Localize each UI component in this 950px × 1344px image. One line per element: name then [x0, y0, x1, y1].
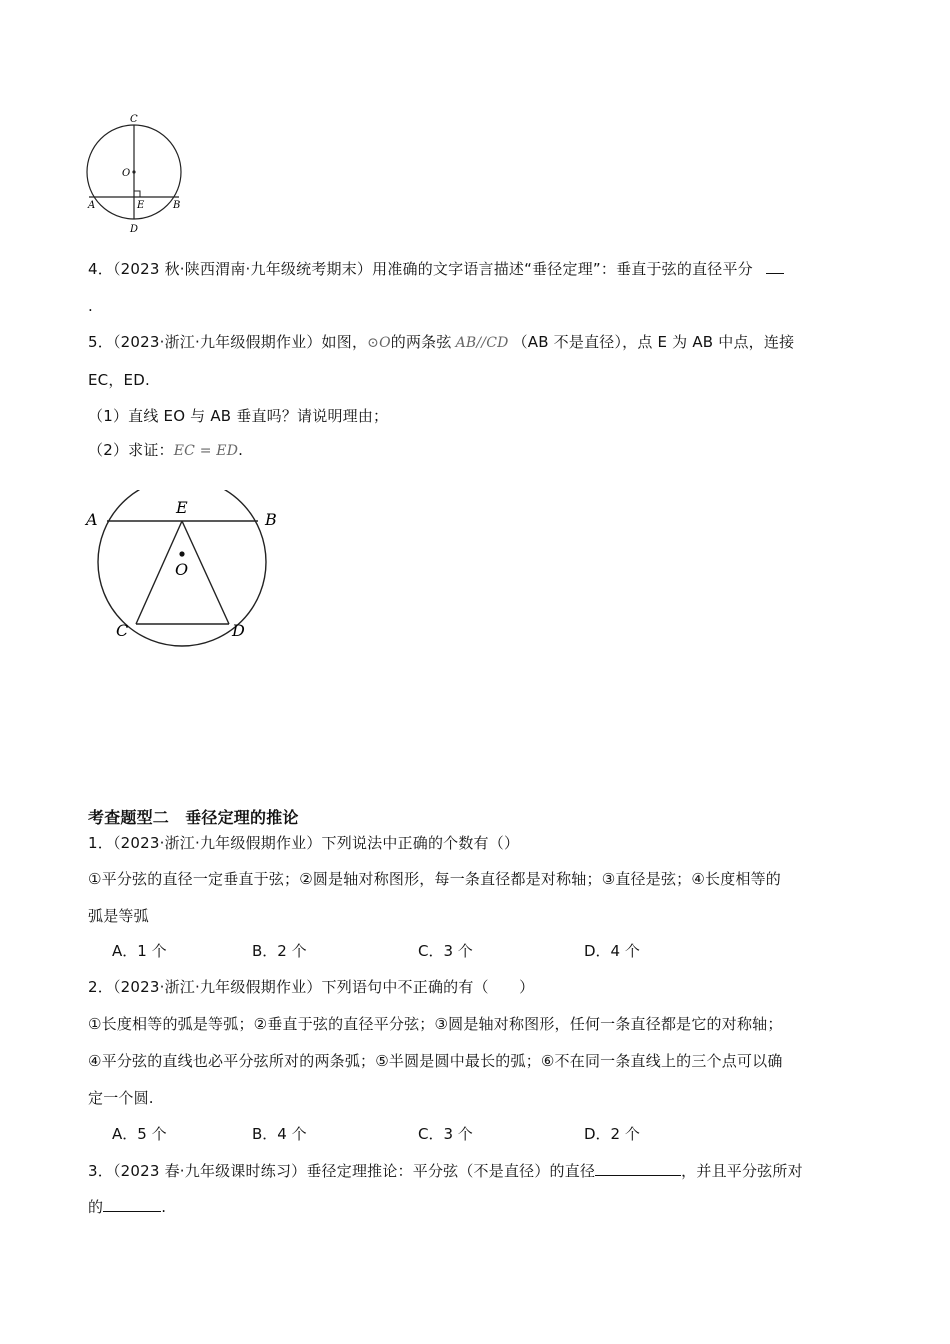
s2-question-2-stem: 2．（2023·浙江·九年级假期作业）下列语句中不正确的有（ ） [88, 978, 535, 996]
s2-q2-option-a[interactable]: A．5 个 [112, 1125, 167, 1143]
s2-question-3-line-1: 3．（2023 春·九年级课时练习）垂径定理推论：平分弦（不是直径）的直径 ，并且平分弦所对 [88, 1162, 803, 1180]
center-point [132, 170, 135, 173]
s2-question-1-stem: 1．（2023·浙江·九年级假期作业）下列说法中正确的个数有（） [88, 834, 520, 852]
answer-blank-2[interactable] [103, 1197, 161, 1212]
question-4-line-1: 4．（2023 秋·陕西渭南·九年级统考期末）用准确的文字语言描述“垂径定理”：垂直于弦的直径平分 [88, 258, 784, 279]
label-a: A [86, 510, 98, 529]
section-title: 考查题型二 垂径定理的推论 [88, 808, 299, 827]
right-angle-mark [134, 191, 140, 197]
question-4-line-2: . [88, 297, 93, 315]
label-b: B [265, 510, 277, 529]
ab-parallel-cd: AB//CD [455, 335, 509, 351]
s2-question-1-line-2: 弧是等弧 [88, 907, 149, 925]
s2-question-1-line-1: ①平分弦的直径一定垂直于弦；②圆是轴对称图形，每一条直径都是对称轴；③直径是弦；④长度相等的 [88, 870, 781, 888]
label-a: A [88, 200, 96, 211]
s2-q1-option-b[interactable]: B．2 个 [252, 942, 307, 960]
s2-question-2-line-2: ④平分弦的直线也必平分弦所对的两条弧；⑤半圆是圆中最长的弧；⑥不在同一条直线上的三个点可以确 [88, 1052, 783, 1070]
question-5-line-2: EC，ED. [88, 371, 150, 389]
label-c: C [130, 114, 138, 125]
s2-question-2-line-3: 定一个圆. [88, 1089, 154, 1107]
circle-o-symbol: ⊙O [367, 335, 391, 351]
s2-q2-option-d[interactable]: D．2 个 [584, 1125, 640, 1143]
label-c: C [116, 621, 129, 640]
label-e: E [137, 200, 145, 211]
label-d: D [130, 224, 139, 235]
figure-circle-chords-triangle [80, 490, 290, 650]
question-5-sub-2: （2）求证：EC = ED. [88, 441, 244, 459]
question-5-line-1: 5．（2023·浙江·九年级假期作业）如图，⊙O的两条弦 AB//CD （AB 不是直径），点 E 为 AB 中点，连接 [88, 333, 795, 351]
s2-q1-option-a[interactable]: A．1 个 [112, 942, 167, 960]
segment-ed [182, 521, 229, 624]
s2-question-2-line-1: ①长度相等的弧是等弧；②垂直于弦的直径平分弦；③圆是轴对称图形，任何一条直径都是它的对称轴； [88, 1015, 783, 1033]
ec-equals-ed: EC = ED [173, 443, 239, 459]
label-o: O [175, 560, 189, 579]
center-point [179, 551, 184, 556]
s2-question-3-line-2: 的 . [88, 1198, 167, 1216]
s2-q2-option-c[interactable]: C．3 个 [418, 1125, 473, 1143]
s2-q2-option-b[interactable]: B．4 个 [252, 1125, 307, 1143]
question-5-sub-1: （1）直线 EO 与 AB 垂直吗？请说明理由； [88, 407, 389, 425]
answer-blank [766, 259, 784, 274]
s2-q1-option-c[interactable]: C．3 个 [418, 942, 473, 960]
label-b: B [173, 200, 181, 211]
label-d: D [232, 621, 245, 640]
figure-circle-perpendicular-diameter [80, 110, 190, 238]
s2-q1-option-d[interactable]: D．4 个 [584, 942, 640, 960]
label-e: E [176, 498, 188, 517]
answer-blank-1[interactable] [595, 1161, 681, 1176]
label-o: O [122, 168, 131, 179]
